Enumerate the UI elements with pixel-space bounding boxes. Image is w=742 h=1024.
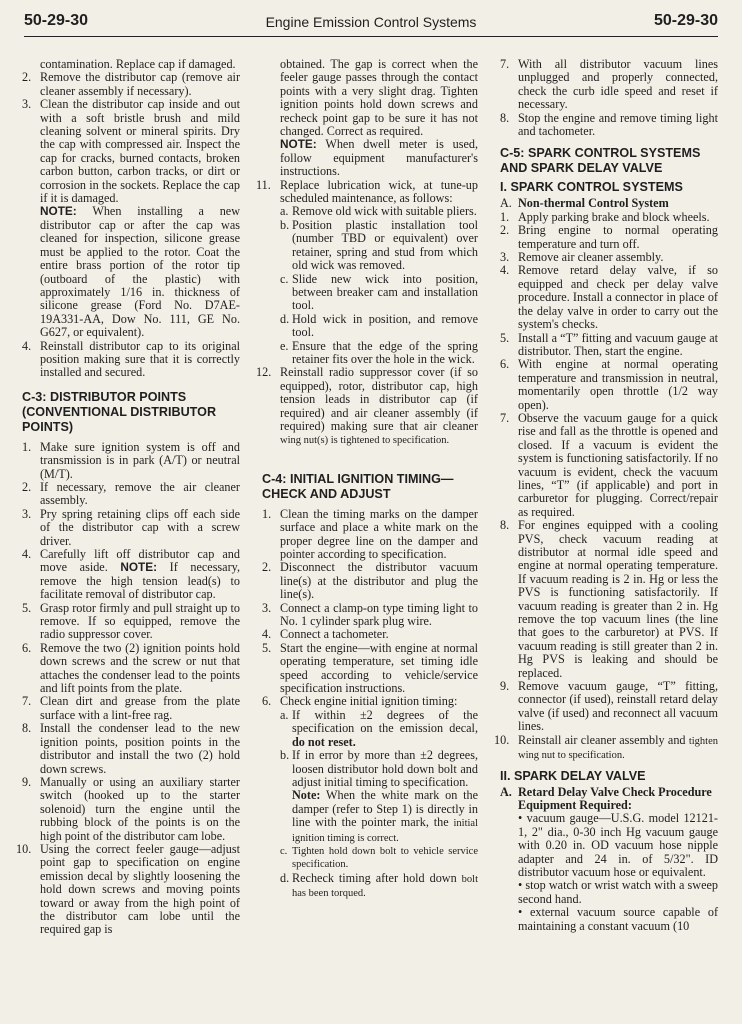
step-text: Grasp rotor firmly and pull straight up to remove. If so equipped, remove the radio suppressor cover.: [40, 600, 240, 642]
step-text: If within ±2 degrees of the specification on the emission decal,: [292, 707, 478, 736]
list-item: 7. With all distributor vacuum lines unplugged and properly connected, check the curb idle speed and reset if necessary.: [500, 57, 718, 112]
step-text: Manually or using an auxiliary starter switch (hooked up to the starter solenoid) turn the engine until the rubbing block of the points is on the high point of the distributor cam lobe.: [40, 774, 240, 843]
step-text: bolt has been torqued.: [292, 873, 479, 900]
sub-item: d. Recheck timing after hold down bolt has been torqued.: [280, 870, 479, 900]
step-text: With engine at normal operating temperature and transmission in neutral, momentarily open throttle (1/2 way open).: [518, 357, 718, 412]
note-label: NOTE:: [280, 137, 317, 152]
step-text: Disconnect the distributor vacuum line(s) at the distributor and plug the line(s).: [280, 560, 478, 602]
step-text: Remove old wick with suitable pliers.: [292, 204, 477, 219]
step-text: Install a “T” fitting and vacuum gauge at distributor. Then, start the engine.: [518, 330, 718, 358]
list-item: 2. Disconnect the distributor vacuum line(s) at the distributor and plug the line(s).: [262, 560, 478, 602]
sub-item: b. Position plastic installation tool (number TBD or equivalent) over retainer, spring and stud from which old wick was removed.: [280, 217, 478, 273]
list-item: 4. Remove retard delay valve, if so equipped and check per delay valve procedure. Install a connector in place of the delay valve in order to carry out the system's checks.: [500, 263, 718, 332]
page-number-right: 50-29-30: [653, 12, 718, 29]
subsection-label: A. Non-thermal Control System: [500, 196, 669, 211]
list-item: 6. Check engine initial ignition timing:: [262, 694, 458, 709]
note: [262, 138, 478, 178]
step-text: With all distributor vacuum lines unplugged and properly connected, check the curb idle speed and reset if necessary.: [518, 57, 718, 112]
step-text: Remove air cleaner assembly.: [518, 250, 664, 265]
step-text: If necessary, remove the high tension lead(s) to facilitate removal of distributor cap.: [40, 560, 240, 602]
list-item: 6. With engine at normal operating temperature and transmission in neutral, momentarily open throttle (1/2 way open).: [500, 357, 718, 412]
list-item: 2. Remove the distributor cap (remove air cleaner assembly if necessary).: [22, 70, 240, 98]
list-item: 8. Install the condenser lead to the new ignition points, position points in the distributor and install the two (2) hold down screws.: [22, 721, 240, 776]
step-text: For engines equipped with a cooling PVS, check vacuum reading at distributor at normal idle speed and engine at normal operating temperature. If vacuum reading is 2 in. Hg or less the PVS is functioning satisfactorily. If vacuum reading is greater than 2 in. Hg remove the top vacuum lines (the line that goes to the carburetor) at PVS. If vacuum reading is still greater than 2 in. Hg PVS is leaking and should be replaced.: [518, 518, 718, 680]
list-item: 1. Apply parking brake and block wheels.: [500, 209, 710, 224]
step-text: Clean the distributor cap inside and out with a soft bristle brush and mild cleaning solvent or mineral spirits. Dry the cap with compressed air. Inspect the cap for cracks, burned contacts, broken carbon button, carbon tracks, or dirt or corrosion in the sockets. Replace the cap if it is damaged.: [40, 97, 240, 206]
note-label: Note:: [292, 788, 321, 803]
step-text: Observe the vacuum gauge for a quick rise and fall as the throttle is opened and closed. If a vacuum is evident the system is functioning satisfactorily. If no vacuum is evident, check the vacuum lines, “T” (if applicable) and port in carburetor for plugging. Correct/repair as required.: [518, 410, 718, 519]
equipment-heading: Equipment Required:: [518, 797, 632, 812]
subsection-label: A. Retard Delay Valve Check Procedure: [500, 784, 712, 799]
column-1: [16, 57, 241, 937]
step-text: Pry spring retaining clips off each side of the distributor cap with a screw driver.: [40, 506, 240, 548]
step-text: If necessary, remove the air cleaner assembly.: [40, 479, 240, 508]
step-text: Recheck timing after hold down: [292, 870, 457, 885]
section-heading: C-3: DISTRIBUTOR POINTS (CONVENTIONAL DISTRIBUTOR POINTS): [22, 389, 217, 434]
step-text: Check engine initial ignition timing:: [280, 694, 458, 709]
list-item: 4. Connect a tachometer.: [262, 627, 389, 642]
step-text: Using the correct feeler gauge—adjust point gap to specification on engine emission decal by slightly loosening the hold down screws and moving points toward or away from the high point of the distributor cam lobe until the required gap is: [40, 841, 240, 937]
list-item: 12. Reinstall radio suppressor cover (if so equipped), rotor, distributor cap, high tension leads in distributor cap (if required) and air cleaner assembly (if required) making sure that air cleaner wing nut(s) is tightened to specification.: [256, 365, 478, 447]
note-text: When the white mark on the damper (refer to Step 1) is directly in line with the pointer mark, the: [292, 788, 479, 830]
bullet-item: • external vacuum source capable of maintaining a constant vacuum (10: [518, 905, 718, 933]
list-item: 3. Pry spring retaining clips off each side of the distributor cap with a screw driver.: [22, 506, 240, 548]
step-text: Ensure that the edge of the spring retainer fits over the hole in the wick.: [292, 338, 478, 366]
note: [262, 789, 478, 845]
list-item: 9. Remove vacuum gauge, “T” fitting, connector (if used), reinstall retard delay valve (if used) and reconnect all vacuum lines.: [500, 679, 718, 734]
page-number-left: 50-29-30: [24, 12, 89, 29]
list-item: 5. Install a “T” fitting and vacuum gauge at distributor. Then, start the engine.: [500, 330, 718, 358]
page-title: Engine Emission Control Systems: [265, 14, 477, 30]
step-text: Replace lubrication wick, at tune-up scheduled maintenance, as follows:: [280, 177, 478, 206]
note-text: When dwell meter is used, follow equipment manufacturer's instructions.: [280, 137, 479, 179]
step-text: Reinstall radio suppressor cover (if so equipped), rotor, distributor cap, high tension leads in distributor cap (if required) and air cleaner assembly (if required) making sure that air cleaner: [280, 365, 478, 433]
sub-item: e. Ensure that the edge of the spring retainer fits over the hole in the wick.: [280, 338, 478, 366]
sub-item: a. If within ±2 degrees of the specification on the emission decal, do not reset.: [280, 707, 478, 749]
step-text: wing nut(s) is tightened to specification.: [280, 435, 450, 447]
note-label: NOTE:: [120, 560, 158, 575]
column-2: [256, 57, 479, 901]
list-item: 7. Observe the vacuum gauge for a quick rise and fall as the throttle is opened and closed. If a vacuum is evident the system is functioning satisfactorily. If no vacuum is evident, check the vacuum lines, “T” (if applicable) and port in carburetor for plugging. Correct/repair as required.: [500, 410, 718, 519]
list-item: 3. Remove air cleaner assembly.: [500, 250, 664, 265]
list-item: 3. Clean the distributor cap inside and out with a soft bristle brush and mild cleaning solvent or mineral spirits. Dry the cap with compressed air. Inspect the cap for cracks, burned contacts, broken carbon button, carbon tracks, or dirt or corrosion in the sockets. Replace the cap if it is damaged.: [22, 97, 240, 206]
sub-item: d. Hold wick in position, and remove tool.: [280, 311, 478, 340]
list-item: 4. Carefully lift off distributor cap and move aside. NOTE: If necessary, remove the high tension lead(s) to facilitate removal of distributor cap.: [22, 547, 240, 602]
list-item: 8. For engines equipped with a cooling PVS, check vacuum reading at distributor at normal idle speed and engine at normal operating temperature. If vacuum reading is 2 in. Hg or less the PVS is functioning satisfactorily. If vacuum reading is greater than 2 in. Hg remove the top vacuum lines (the line that goes to the carburetor) at PVS. If vacuum reading is still greater than 2 in. Hg PVS is leaking and should be replaced.: [500, 518, 718, 680]
note: [22, 205, 240, 339]
step-text: Clean dirt and grease from the plate surface with a lint-free rag.: [40, 694, 240, 722]
step-text: Connect a clamp-on type timing light to No. 1 cylinder spark plug wire.: [280, 600, 478, 629]
step-text: Start the engine—with engine at normal operating temperature, set timing idle speed according to vehicle/service specification instructions.: [280, 640, 478, 696]
section-heading: C-4: INITIAL IGNITION TIMING—CHECK AND ADJUST: [262, 471, 454, 501]
step-text: If in error by more than ±2 degrees, loosen distributor hold down bolt and adjust initial timing to specification.: [292, 748, 478, 789]
list-item: 1. Clean the timing marks on the damper surface and place a white mark on the proper degree line on the damper and pointer according to specification.: [262, 506, 478, 561]
sub-item: b. If in error by more than ±2 degrees, loosen distributor hold down bolt and adjust initial timing to specification.: [280, 748, 478, 789]
step-text: Bring engine to normal operating temperature and turn off.: [518, 223, 718, 251]
note-label: NOTE:: [40, 204, 77, 219]
step-text: Make sure ignition system is off and transmission is in park (A/T) or neutral (M/T).: [40, 439, 240, 481]
step-text: Slide new wick into position, between breaker cam and installation tool.: [292, 271, 478, 313]
step-text: Carefully lift off distributor cap and move aside.: [40, 547, 240, 575]
list-item: 2. If necessary, remove the air cleaner assembly.: [22, 479, 240, 508]
emphasis-text: do not reset.: [292, 734, 356, 749]
step-text: Reinstall distributor cap to its original position making sure that it is correctly installed and secured.: [40, 338, 240, 380]
step-text: Hold wick in position, and remove tool.: [292, 311, 478, 340]
step-text: Remove the distributor cap (remove air cleaner assembly if necessary).: [40, 70, 240, 98]
list-item: 4. Reinstall distributor cap to its original position making sure that it is correctly installed and secured.: [22, 338, 240, 380]
list-item: 9. Manually or using an auxiliary starter switch (hooked up to the starter solenoid) turn the engine until the rubbing block of the points is on the high point of the distributor cam lobe.: [22, 774, 240, 843]
bullet-item: • stop watch or wrist watch with a sweep second hand.: [518, 878, 718, 906]
step-text: Tighten hold down bolt to vehicle service specification.: [292, 845, 478, 871]
step-text: Install the condenser lead to the new ignition points, position points in the distributor and install the two (2) hold down screws.: [40, 721, 240, 776]
step-text: Reinstall air cleaner assembly and: [518, 732, 686, 747]
sub-item: c. Slide new wick into position, between breaker cam and installation tool.: [280, 271, 478, 313]
list-item: 5. Grasp rotor firmly and pull straight up to remove. If so equipped, remove the radio suppressor cover.: [22, 600, 240, 642]
note-text: initial ignition timing is correct.: [292, 818, 478, 844]
list-item: 3. Connect a clamp-on type timing light to No. 1 cylinder spark plug wire.: [262, 600, 478, 629]
step-text: Position plastic installation tool (number TBD or equivalent) over retainer, spring and stud from which old wick was removed.: [292, 217, 478, 273]
step-text: Clean the timing marks on the damper surface and place a white mark on the proper degree line on the damper and pointer according to specification.: [280, 506, 478, 561]
section-heading: C-5: SPARK CONTROL SYSTEMS AND SPARK DELAY VALVE: [500, 146, 701, 176]
list-item: 5. Start the engine—with engine at normal operating temperature, set timing idle speed according to vehicle/service specification instructions.: [262, 640, 478, 696]
sub-item: c. Tighten hold down bolt to vehicle service specification.: [280, 845, 478, 871]
page-header: [24, 10, 718, 37]
list-item: 10. Reinstall air cleaner assembly and tighten wing nut to specification.: [494, 732, 718, 762]
paragraph-continuation: contamination. Replace cap if damaged.: [40, 57, 236, 71]
list-item: 6. Remove the two (2) ignition points hold down screws and the screw or nut that attaches the condenser lead to the points and lift points from the plate.: [22, 640, 240, 696]
step-text: Stop the engine and remove timing light and tachometer.: [518, 110, 718, 139]
list-item: 11. Replace lubrication wick, at tune-up scheduled maintenance, as follows:: [256, 177, 478, 206]
subsection-title: Retard Delay Valve Check Procedure: [518, 784, 712, 799]
paragraph-continuation: obtained. The gap is correct when the feeler gauge passes through the contact points with a very slight drag. Tighten ignition points hold down screws and recheck point gap to be sure it has not changed. Correct as required.: [280, 57, 478, 139]
subsection-heading: I. SPARK CONTROL SYSTEMS: [500, 180, 683, 195]
column-3: [494, 57, 718, 933]
list-item: 7. Clean dirt and grease from the plate surface with a lint-free rag.: [22, 694, 240, 722]
bullet-item: • vacuum gauge—U.S.G. model 12121-1, 2" dia., 0-30 inch Hg vacuum gauge with 0.20 in. OD vacuum hose nipple adapter and 24 in. of 5/32". ID distributor vacuum hose or equivalent.: [518, 811, 718, 879]
sub-item: a. Remove old wick with suitable pliers.: [280, 204, 477, 219]
step-text: Apply parking brake and block wheels.: [518, 209, 710, 224]
step-text: tighten wing nut to specification.: [518, 735, 718, 762]
list-item: 10. Using the correct feeler gauge—adjust point gap to specification on engine emission decal by slightly loosening the hold down screws and moving points toward or away from the high point of the distributor cam lobe until the required gap is: [16, 841, 240, 937]
subsection-title: Non-thermal Control System: [518, 196, 669, 211]
list-item: 1. Make sure ignition system is off and transmission is in park (A/T) or neutral (M/T).: [22, 439, 240, 481]
list-item: 2. Bring engine to normal operating temperature and turn off.: [500, 223, 718, 251]
step-text: Remove the two (2) ignition points hold down screws and the screw or nut that attaches the condenser lead to the points and lift points from the plate.: [40, 640, 240, 696]
step-text: Connect a tachometer.: [280, 627, 389, 642]
step-text: Remove retard delay valve, if so equipped and check per delay valve procedure. Install a connector in place of the delay valve in order to carry out the system's checks.: [518, 263, 718, 332]
step-text: Remove vacuum gauge, “T” fitting, connector (if used), reinstall retard delay valve (if used) and reconnect all vacuum lines.: [518, 679, 718, 734]
subsection-heading: II. SPARK DELAY VALVE: [500, 768, 646, 783]
note-text: When installing a new distributor cap or after the cap was cleaned for inspection, silicone grease must be applied to the rotor. Coat the entire brass portion of the rotor tip (outboard of the plastic) with approximately 1/16 in. thickness of silicone grease (Ford No. D7AE-19A331-AA, Dow No. 111, GE No. G627, or equivalent).: [40, 204, 241, 340]
list-item: 8. Stop the engine and remove timing light and tachometer.: [500, 110, 718, 139]
